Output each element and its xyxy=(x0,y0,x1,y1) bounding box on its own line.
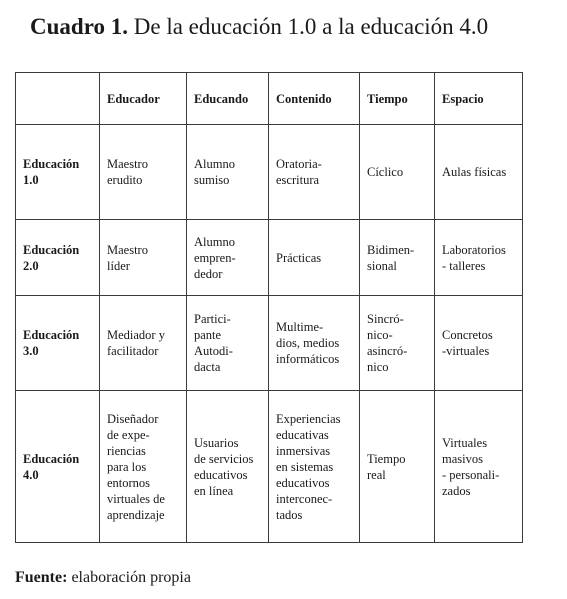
header-contenido: Contenido xyxy=(269,73,360,125)
table-cell: Concretos -virtuales xyxy=(435,296,523,391)
table-row xyxy=(16,296,523,391)
table-cell: Maestro erudito xyxy=(100,125,187,220)
table-cell: Usuarios de servicios educativos en línea xyxy=(187,391,269,543)
table-cell: Maestro líder xyxy=(100,220,187,296)
table-cell: Oratoria- escritura xyxy=(269,125,360,220)
table-cell: Virtuales masivos - personali- zados xyxy=(435,391,523,543)
table-cell: Laboratorios - talleres xyxy=(435,220,523,296)
caption-text: De la educación 1.0 a la educación 4.0 xyxy=(128,14,489,39)
source-text: elaboración propia xyxy=(67,569,191,586)
table-cell: Bidimen- sional xyxy=(360,220,435,296)
header-educando: Educando xyxy=(187,73,269,125)
table-cell: Multime- dios, medios informáticos xyxy=(269,296,360,391)
education-table xyxy=(15,72,523,543)
table-cell: Diseñador de expe- riencias para los entornos virtuales de aprendizaje xyxy=(100,391,187,543)
caption-number: Cuadro 1. xyxy=(30,14,128,39)
table-header-row xyxy=(16,73,523,125)
table-row xyxy=(16,125,523,220)
table-caption xyxy=(30,12,550,42)
table-cell: Aulas físicas xyxy=(435,125,523,220)
table-cell: Partici- pante Autodi- dacta xyxy=(187,296,269,391)
row-label: Educación 3.0 xyxy=(16,296,100,391)
source-note xyxy=(15,568,191,588)
header-empty xyxy=(16,73,100,125)
table-cell: Tiempo real xyxy=(360,391,435,543)
table-cell: Alumno empren- dedor xyxy=(187,220,269,296)
table-cell: Mediador y facilitador xyxy=(100,296,187,391)
table-row xyxy=(16,391,523,543)
table-row xyxy=(16,220,523,296)
table-cell: Sincró- nico- asincró- nico xyxy=(360,296,435,391)
header-educador: Educador xyxy=(100,73,187,125)
header-tiempo: Tiempo xyxy=(360,73,435,125)
table-cell: Experiencias educativas inmersivas en sistemas educativos interconec- tados xyxy=(269,391,360,543)
header-espacio: Espacio xyxy=(435,73,523,125)
row-label: Educación 2.0 xyxy=(16,220,100,296)
row-label: Educación 4.0 xyxy=(16,391,100,543)
source-label: Fuente: xyxy=(15,569,68,586)
table-cell: Alumno sumiso xyxy=(187,125,269,220)
row-label: Educación 1.0 xyxy=(16,125,100,220)
table-cell: Cíclico xyxy=(360,125,435,220)
table-cell: Prácticas xyxy=(269,220,360,296)
